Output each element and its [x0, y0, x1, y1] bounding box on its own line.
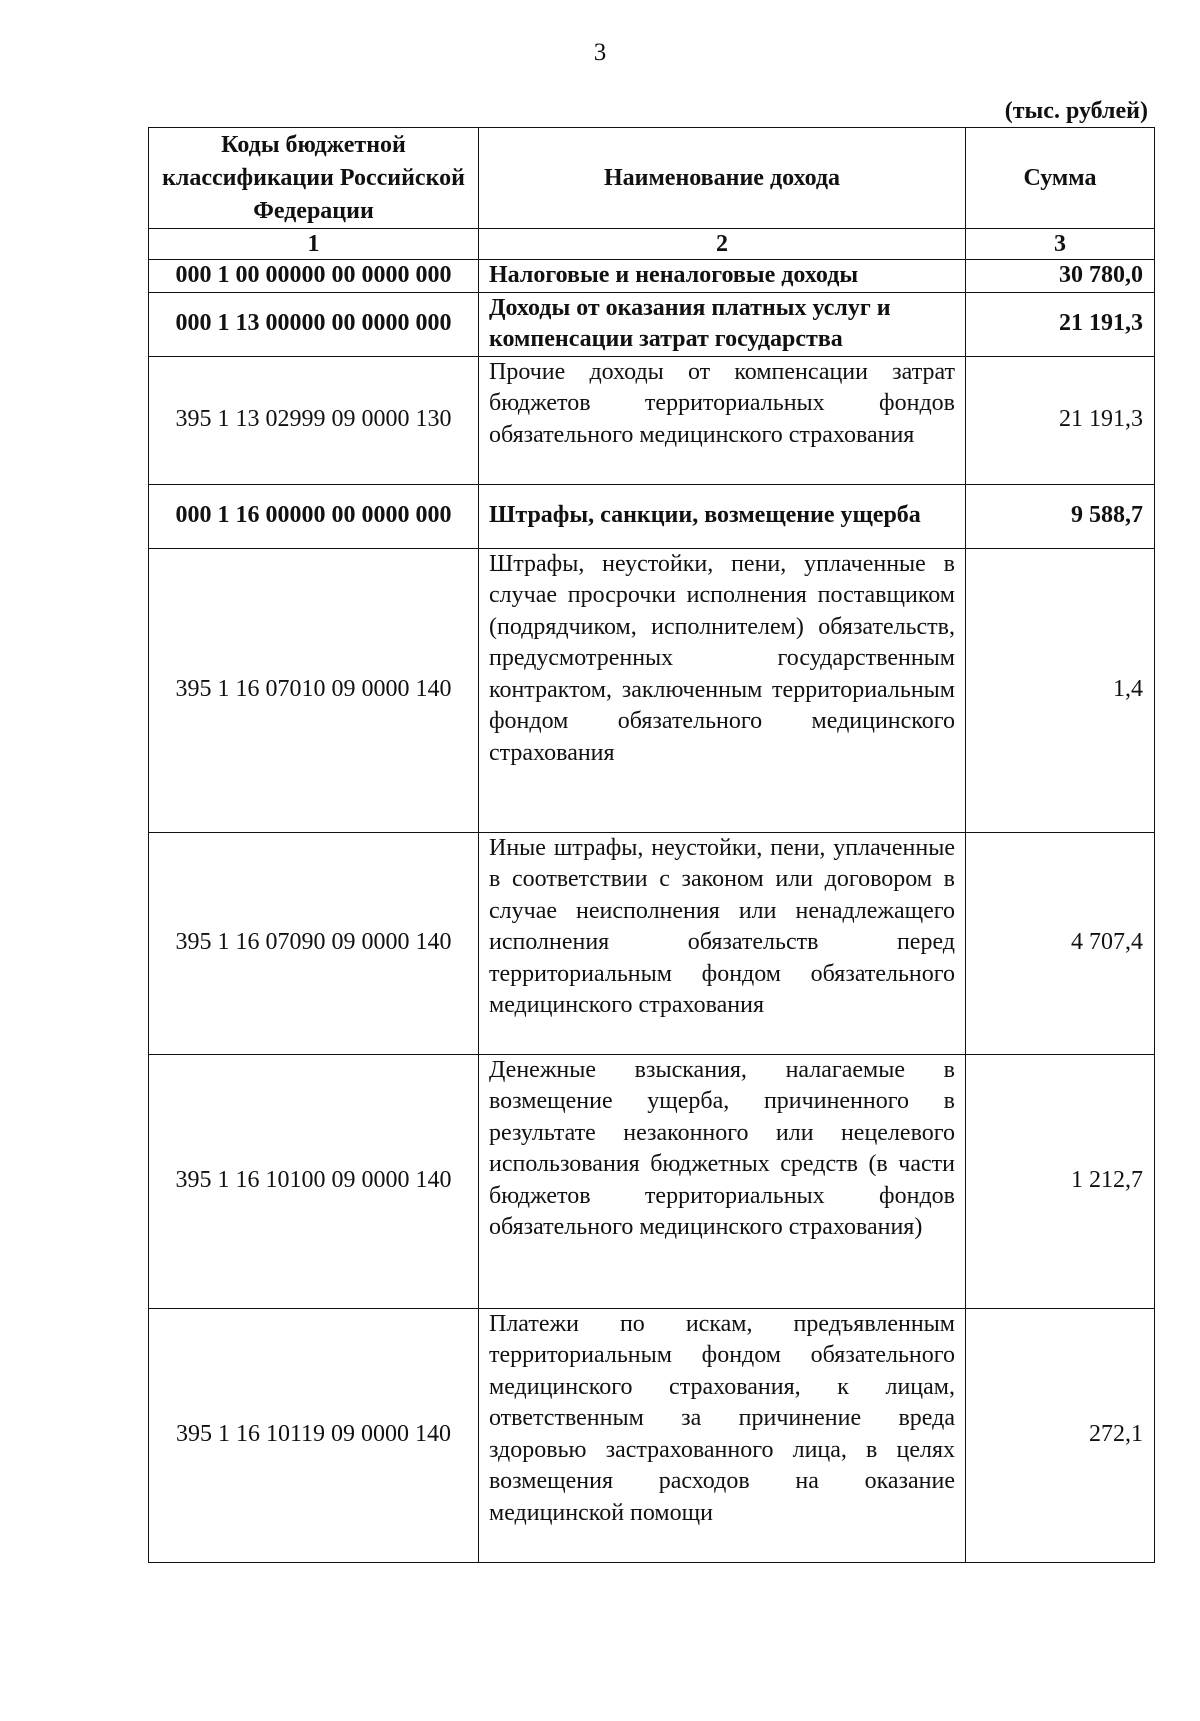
row-code: 000 1 16 00000 00 0000 000	[149, 484, 479, 548]
row-sum: 21 191,3	[966, 292, 1155, 356]
table-row	[149, 1054, 1155, 1308]
page-number: 3	[593, 39, 607, 66]
row-income-name: Налоговые и неналоговые доходы	[479, 260, 966, 293]
table-row	[149, 1308, 1155, 1562]
row-income-name: Прочие доходы от компенсации затрат бюджетов территориальных фондов обязательного медицинского страхования	[479, 356, 966, 484]
row-income-name: Иные штрафы, неустойки, пени, уплаченные в соответствии с законом или договором в случае неисполнения или ненадлежащего исполнения обязательств перед территориальным фондом обязательного медицинского страхования	[479, 832, 966, 1054]
row-income-name: Платежи по искам, предъявленным территориальным фондом обязательного медицинского страхования, к лицам, ответственным за причинение вреда здоровью застрахованного лица, в целях возмещения расходов на оказание медицинской помощи	[479, 1308, 966, 1562]
table-header-row	[149, 128, 1155, 229]
table-row	[149, 548, 1155, 832]
row-sum: 21 191,3	[966, 356, 1155, 484]
row-income-name: Доходы от оказания платных услуг и компенсации затрат государства	[479, 292, 966, 356]
column-number-1: 1	[149, 229, 479, 260]
row-income-name: Штрафы, санкции, возмещение ущерба	[479, 484, 966, 548]
row-code: 395 1 16 07010 09 0000 140	[149, 548, 479, 832]
income-table	[148, 127, 1155, 1563]
header-codes: Коды бюджетной классификации Российской Федерации	[149, 128, 479, 229]
column-number-3: 3	[966, 229, 1155, 260]
row-sum: 1 212,7	[966, 1054, 1155, 1308]
table-row	[149, 260, 1155, 293]
row-sum: 30 780,0	[966, 260, 1155, 293]
row-code: 395 1 16 10100 09 0000 140	[149, 1054, 479, 1308]
header-income-name: Наименование дохода	[479, 128, 966, 229]
row-code: 000 1 00 00000 00 0000 000	[149, 260, 479, 293]
column-numbers-row	[149, 229, 1155, 260]
table-row	[149, 292, 1155, 356]
row-sum: 4 707,4	[966, 832, 1155, 1054]
row-code: 395 1 16 07090 09 0000 140	[149, 832, 479, 1054]
row-sum: 9 588,7	[966, 484, 1155, 548]
row-code: 395 1 16 10119 09 0000 140	[149, 1308, 479, 1562]
column-number-2: 2	[479, 229, 966, 260]
table-row	[149, 484, 1155, 548]
row-code: 395 1 13 02999 09 0000 130	[149, 356, 479, 484]
row-sum: 272,1	[966, 1308, 1155, 1562]
row-income-name: Денежные взыскания, налагаемые в возмещение ущерба, причиненного в результате незаконного или нецелевого использования бюджетных средств (в части бюджетов территориальных фондов обязательного медицинского страхования)	[479, 1054, 966, 1308]
unit-note: (тыс. рублей)	[1004, 98, 1148, 124]
row-income-name: Штрафы, неустойки, пени, уплаченные в случае просрочки исполнения поставщиком (подрядчиком, исполнителем) обязательств, предусмотренных государственным контрактом, заключенным территориальным фондом обязательного медицинского страхования	[479, 548, 966, 832]
header-sum: Сумма	[966, 128, 1155, 229]
row-code: 000 1 13 00000 00 0000 000	[149, 292, 479, 356]
table-row	[149, 832, 1155, 1054]
row-sum: 1,4	[966, 548, 1155, 832]
table-row	[149, 356, 1155, 484]
